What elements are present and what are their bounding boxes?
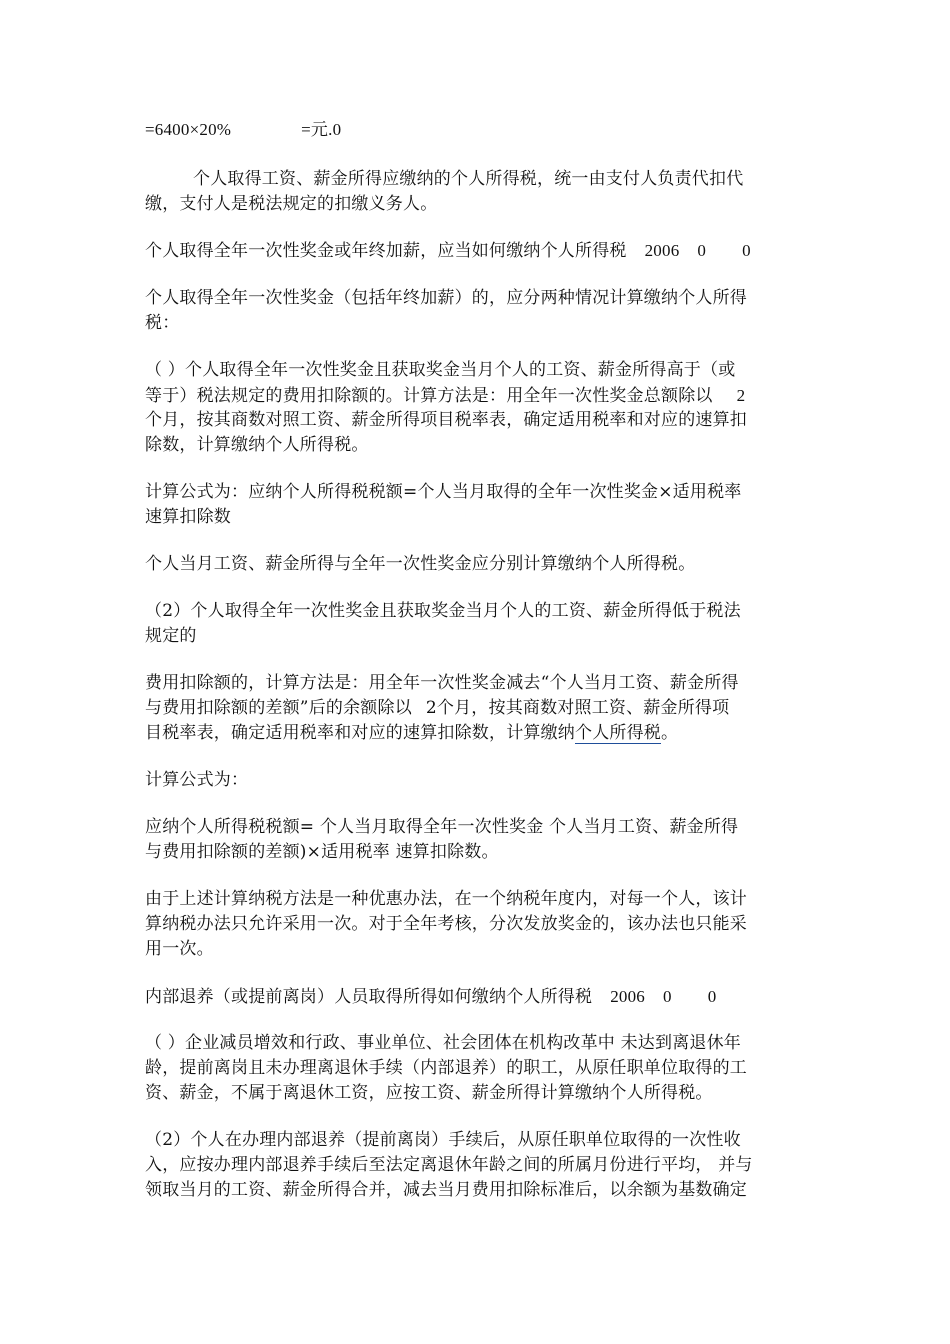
paragraph-line: 由于上述计算纳税方法是一种优惠办法，在一个纳税年度内，对每一个人，该计 [145, 889, 747, 909]
text-run: 等于）税法规定的费用扣除额的。计算方法是：用全年一次性奖金总额除以 [145, 386, 713, 406]
text-run: 目税率表，确定适用税率和对应的速算扣除数，计算缴纳 [145, 723, 575, 743]
paragraph-line: （2）个人取得全年一次性奖金且获取奖金当月个人的工资、薪金所得低于税法 [145, 601, 741, 621]
formula-line [145, 117, 815, 142]
paragraph-line: 计算公式为： [145, 770, 249, 790]
formula-result: =元.0 [301, 120, 342, 139]
paragraph-line: 资、薪金，不属于离退休工资，应按工资、薪金所得计算缴纳个人所得税。 [145, 1083, 713, 1103]
heading-number: 0 [742, 241, 751, 260]
paragraph-line: 规定的 [145, 626, 197, 646]
heading-number: 0 [697, 241, 707, 260]
paragraph-line [145, 696, 815, 721]
paragraph-line: 与费用扣除额的差额)×适用税率 速算扣除数。 [145, 842, 499, 862]
paragraph-line: （ ）个人取得全年一次性奖金且获取奖金当月个人的工资、薪金所得高于（或 [145, 360, 736, 380]
paragraph-line: 算纳税办法只允许采用一次。对于全年考核，分次发放奖金的，该办法也只能采 [145, 914, 747, 934]
text-run: 与费用扣除额的差额”后的余额除以 [145, 698, 412, 718]
heading-year: 2006 [644, 241, 680, 260]
paragraph-line: 龄，提前离岗且未办理离退休手续（内部退养）的职工，从原任职单位取得的工 [145, 1058, 747, 1078]
paragraph-line: 除数，计算缴纳个人所得税。 [145, 435, 369, 455]
text-run: 。 [661, 723, 679, 743]
paragraph-line: 税： [145, 313, 180, 333]
paragraph-line: 用一次。 [145, 939, 214, 959]
paragraph-line: 入，应按办理内部退养手续后至法定离退休年龄之间的所属月份进行平均， 并与 [145, 1155, 753, 1175]
number-run: 2 [736, 386, 746, 405]
paragraph-line: 应纳个人所得税税额= 个人当月取得全年一次性奖金 个人当月工资、薪金所得 [145, 817, 739, 837]
paragraph-line: （ ）企业减员增效和行政、事业单位、社会团体在机构改革中 未达到离退休年 [145, 1033, 742, 1053]
paragraph-line: 速算扣除数 [145, 507, 231, 527]
paragraph-line: 领取当月的工资、薪金所得合并，减去当月费用扣除标准后，以余额为基数确定 [145, 1180, 747, 1200]
formula-expression: =6400×20% [145, 120, 232, 139]
heading-number: 0 [707, 987, 717, 1006]
paragraph-line: 个人当月工资、薪金所得与全年一次性奖金应分别计算缴纳个人所得税。 [145, 554, 696, 574]
paragraph-line [145, 721, 815, 746]
paragraph-line [145, 383, 815, 409]
heading-number: 0 [663, 987, 672, 1006]
section-heading [145, 984, 815, 1010]
paragraph-line: 个人取得全年一次性奖金（包括年终加薪）的，应分两种情况计算缴纳个人所得 [145, 288, 747, 308]
section-heading [145, 238, 815, 264]
paragraph-line: 个月，按其商数对照工资、薪金所得项目税率表，确定适用税率和对应的速算扣 [145, 410, 747, 430]
paragraph-line: 个人取得工资、薪金所得应缴纳的个人所得税，统一由支付人负责代扣代 [193, 169, 744, 189]
paragraph-line: 缴，支付人是税法规定的扣缴义务人。 [145, 194, 438, 214]
hyperlink-text[interactable]: 个人所得税 [575, 723, 661, 743]
heading-year: 2006 [610, 987, 646, 1006]
paragraph-line: （2）个人在办理内部退养（提前离岗）手续后，从原任职单位取得的一次性收 [145, 1130, 741, 1150]
heading-text: 内部退养（或提前离岗）人员取得所得如何缴纳个人所得税 [145, 987, 593, 1007]
paragraph-line: 费用扣除额的，计算方法是：用全年一次性奖金减去“个人当月工资、薪金所得 [145, 673, 739, 693]
heading-text: 个人取得全年一次性奖金或年终加薪，应当如何缴纳个人所得税 [145, 241, 627, 261]
paragraph-line: 计算公式为：应纳个人所得税税额=个人当月取得的全年一次性奖金×适用税率 [145, 482, 742, 502]
text-run: 2个月，按其商数对照工资、薪金所得项 [425, 698, 730, 718]
